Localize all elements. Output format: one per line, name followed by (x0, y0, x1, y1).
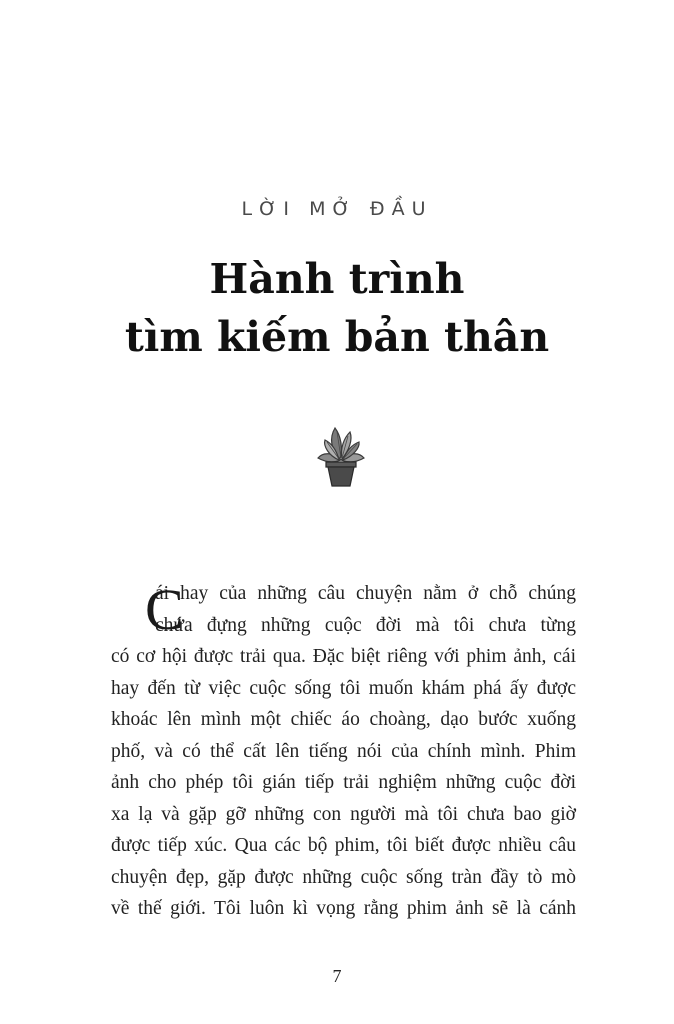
page-number: 7 (332, 966, 342, 986)
potted-plant-icon (315, 422, 367, 488)
paragraph-line: chứa đựng những cuộc đời mà tôi chưa từng (155, 614, 576, 636)
chapter-title-line-2: tìm kiếm bản thân (124, 313, 550, 361)
chapter-title (0, 250, 674, 366)
paragraph-line: chuyện đẹp, gặp được những cuộc sống tràn đầy tò mò (111, 866, 576, 888)
paragraph-line: ảnh cho phép tôi gián tiếp trải nghiệm những cuộc đời (111, 772, 576, 793)
paragraph-line: được tiếp xúc. Qua các bộ phim, tôi biết được nhiều câu (111, 835, 576, 856)
drop-cap: C (145, 577, 184, 642)
paragraph-line: xa lạ và gặp gỡ những con người mà tôi chưa bao giờ (111, 803, 576, 825)
paragraph-line: có cơ hội được trải qua. Đặc biệt riêng với phim ảnh, cái (111, 646, 576, 667)
paragraph-line: về thế giới. Tôi luôn kì vọng rằng phim ảnh sẽ là cánh (111, 898, 576, 919)
paragraph-line: phố, và có thể cất lên tiếng nói của chính mình. Phim (111, 740, 576, 762)
paragraph-line: hay đến từ việc cuộc sống tôi muốn khám phá ấy được (111, 677, 576, 699)
chapter-title-line-1: Hành trình (209, 255, 465, 303)
paragraph-line: ái hay của những câu chuyện nằm ở chỗ chúng (155, 583, 576, 604)
body-paragraph (111, 578, 576, 925)
paragraph-line: khoác lên mình một chiếc áo choàng, dạo bước xuống (111, 709, 576, 730)
chapter-kicker: LỜI MỞ ĐẦU (241, 198, 433, 220)
